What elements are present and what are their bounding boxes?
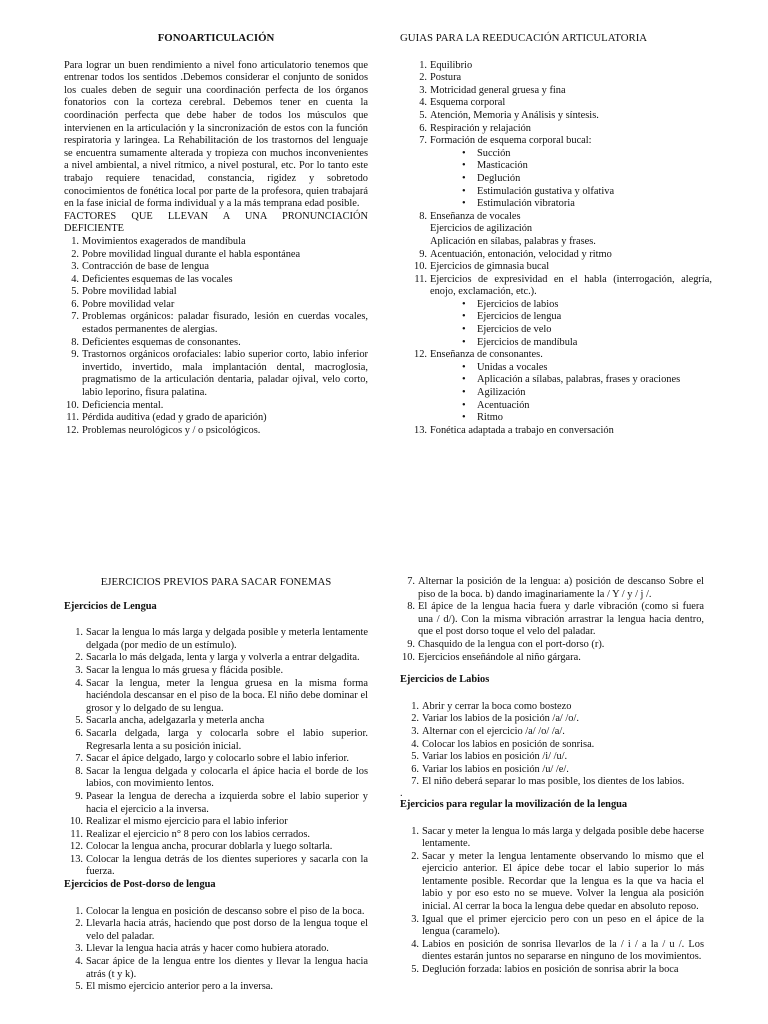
list-number: 5. <box>71 286 79 298</box>
list-number: 4. <box>411 938 419 950</box>
list-item <box>404 776 704 789</box>
list-number: 8. <box>75 765 83 777</box>
list-number: 7. <box>407 576 415 587</box>
list-number: 7. <box>411 776 419 788</box>
list-number: 12. <box>66 424 79 436</box>
list-text: Variar los labios en posición /i/ /u/. <box>422 751 568 763</box>
list-text: Pasear la lengua de derecha a izquierda sobre el labio superior y hacia el ejercicio a la inversa. <box>86 790 368 815</box>
list-text: Variar los labios en posición /u/ /e/. <box>422 763 569 775</box>
list-text: Colocar la lengua ancha, procurar doblarla y luego soltarla. <box>86 841 333 853</box>
list-number: 1. <box>75 627 83 639</box>
list-item <box>400 576 704 601</box>
list-item <box>64 249 368 262</box>
list-item: 10. Ejercicios de gimnasia bucal <box>414 261 550 273</box>
bullet-item: • Ejercicios de lengua <box>462 311 712 324</box>
section-title: FONOARTICULACIÓN <box>157 32 275 44</box>
list-item <box>404 826 704 851</box>
bullet-item: • Estimulación vibratoria <box>462 198 712 211</box>
list-item <box>68 829 368 842</box>
list-item <box>68 627 368 652</box>
intro-paragraph: Para lograr un buen rendimiento a nivel fono articulatorio tenemos que entrenar todos los sentidos .Debemos considerar el conjunto de sonidos los cuales deben de seguir una coordinación perfecta de los órganos fonatorios con la corteza cerebral. Debemos tener en cuenta la coordinación perfecta que debe haber de todos los músculos que intervienen en la articulación y la sincronización de estos con la función respiratoria y laringea. La Rehabilitación de los trastornos del lenguaje se encuentra sumamente alterada y tropieza con muchos inconvenientes a nivel ambiental, a nivel rítmico, a nivel postural, etc. Por lo tanto este trabajo requiere tenacidad, constancia, rigidez y sobretodo conocimientos de fonética local por parte de la profesora, quien trabajará en la fase inicial de forma individual y a la más temprana edad posible. <box>64 59 368 210</box>
list-item <box>64 337 368 350</box>
list-text: Sacar la lengua lo más larga y delgada posible y meterla lentamente delgada (por medio de un estímulo). <box>86 627 368 651</box>
list-text: Alternar con el ejercicio /a/ /o/ /a/. <box>422 725 565 737</box>
list-text: Sacar la lengua lo más gruesa y flácida posible. <box>86 664 284 676</box>
bullet-item: • Deglución <box>462 173 712 186</box>
list-item <box>68 956 368 981</box>
list-number: 3. <box>411 725 419 737</box>
list-item <box>68 918 368 943</box>
list-text: Pobre movilidad labial <box>82 286 177 298</box>
list-item <box>400 652 704 665</box>
bullet-item: • Aplicación a sílabas, palabras, frases y oraciones <box>462 374 712 387</box>
list-text: Igual que el primer ejercicio pero con un peso en el ápice de la lengua (caramelo). <box>422 913 704 938</box>
list-item: 3. Motricidad general gruesa y fina <box>419 84 566 96</box>
lengua-list-continued <box>400 576 704 664</box>
list-item <box>68 943 368 956</box>
list-item: 13. Fonética adaptada a trabajo en conversación <box>414 424 614 436</box>
list-item <box>404 739 704 752</box>
bullet-item: • Estimulación gustativa y olfativa <box>462 186 712 199</box>
list-number: 7. <box>75 753 83 765</box>
list-text: Contracción de base de lengua <box>82 261 209 273</box>
lengua-heading: Ejercicios de Lengua <box>64 600 157 612</box>
list-item <box>68 906 368 919</box>
fonoarticulacion-section <box>64 32 368 437</box>
list-text: Labios en posición de sonrisa llevarlos de la / i / a la / u /. Los dientes estarán juntos no separarse en ninguno de los movimientos. <box>422 938 704 963</box>
regular-list <box>400 826 704 977</box>
list-item: 6. Respiración y relajación <box>419 122 531 134</box>
bullet-item: • Succión <box>462 148 712 161</box>
list-number: 2. <box>411 713 419 725</box>
bullet-item: • Ritmo <box>462 412 712 425</box>
list-text: Colocar la lengua detrás de los dientes superiores y sacarla con la fuerza. <box>86 853 368 878</box>
factores-heading-cont: DEFICIENTE <box>64 223 125 235</box>
list-number: 1. <box>75 905 83 917</box>
list-item <box>404 764 704 777</box>
bullet-item: • Agilización <box>462 387 712 400</box>
list-item <box>404 701 704 714</box>
list-item <box>64 274 368 287</box>
list-text: Deficiencia mental. <box>82 399 164 411</box>
list-text: Problemas orgánicos: paladar fisurado, lesión en cuerdas vocales, estados permanentes de alergias. <box>82 311 368 336</box>
list-number: 4. <box>75 677 83 689</box>
bullet-item: • Ejercicios de velo <box>462 324 712 337</box>
guias-list <box>400 60 712 438</box>
list-item <box>404 851 704 914</box>
list-text: Sacar ápice de la lengua entre los dientes y llevar la lengua hacia atrás (t y k). <box>86 956 368 980</box>
list-number: 9. <box>75 790 83 802</box>
list-number: 4. <box>71 273 79 285</box>
bullet-item: • Acentuación <box>462 400 712 413</box>
list-text: Sacarla lo más delgada, lenta y larga y volverla a entrar delgadita. <box>86 652 360 664</box>
list-number: 1. <box>411 700 419 712</box>
list-number: 5. <box>411 751 419 763</box>
list-text: Sacarla delgada, larga y colocarla sobre el labio superior. Regresarla lenta a su posición inicial. <box>86 727 368 752</box>
list-item <box>404 751 704 764</box>
list-item <box>68 715 368 728</box>
list-text: Deficientes esquemas de consonantes. <box>82 336 241 348</box>
list-number: 10. <box>402 651 415 663</box>
list-number: 8. <box>407 601 415 613</box>
list-number: 6. <box>75 727 83 739</box>
list-number: 2. <box>75 652 83 664</box>
list-text: Llevar la lengua hacia atrás y hacer como hubiera atorado. <box>86 943 329 955</box>
list-item <box>68 753 368 766</box>
list-item <box>404 964 704 977</box>
list-item <box>404 713 704 726</box>
list-item <box>68 816 368 829</box>
list-item <box>68 766 368 791</box>
list-text: Deglución forzada: labios en posición de sonrisa abrir la boca <box>422 964 679 976</box>
list-item: 11. Ejercicios de expresividad en el habla (interrogación, alegría, enojo, exclamación, etc.). • Ejercicios de labios • Ejercicios de lengua • Ejercicios de velo • Ejercicios de mandíbula <box>412 274 712 350</box>
list-item: 2. Postura <box>419 72 462 84</box>
bullet-list <box>430 362 712 425</box>
list-number: 12. <box>70 841 83 853</box>
bullet-item: • Ejercicios de mandíbula <box>462 337 712 350</box>
list-number: 5. <box>75 715 83 727</box>
list-text: Colocar la lengua en posición de descanso sobre el piso de la boca. <box>86 905 365 917</box>
list-text: Llevarla hacia atrás, haciendo que post dorso de la lengua toque el velo del paladar. <box>86 918 368 942</box>
guias-section <box>400 32 712 437</box>
post-dorso-list <box>64 906 368 994</box>
bullet-list <box>430 148 712 211</box>
bullet-item: • Masticación <box>462 160 712 173</box>
list-item: 8. Enseñanza de vocales Ejercicios de agilización Aplicación en sílabas, palabras y frases. <box>419 210 596 247</box>
list-item <box>64 261 368 274</box>
list-text: Sacarla ancha, adelgazarla y meterla ancha <box>86 715 265 727</box>
list-text: Pérdida auditiva (edad y grado de aparición) <box>82 412 267 424</box>
list-item <box>68 981 368 994</box>
list-item: 5. Atención, Memoria y Análisis y síntesis. <box>419 109 599 121</box>
list-text: Sacar y meter la lengua lo más larga y delgada posible debe hacerse lentamente. <box>422 825 704 850</box>
separator-dot: . <box>400 787 403 799</box>
list-item <box>64 425 368 438</box>
list-text: El niño deberá separar lo mas posible, los dientes de los labios. <box>422 776 685 788</box>
list-number: 11. <box>70 828 83 840</box>
ejercicios-cont-section <box>400 576 704 977</box>
list-number: 2. <box>411 850 419 862</box>
list-number: 11. <box>66 412 79 424</box>
list-item <box>64 412 368 425</box>
post-dorso-heading: Ejercicios de Post-dorso de lengua <box>64 879 216 891</box>
list-number: 3. <box>75 943 83 955</box>
list-text: Sacar el ápice delgado, largo y colocarlo sobre el labio inferior. <box>86 753 349 765</box>
regular-heading: Ejercicios para regular la movilización de la lengua <box>400 798 628 810</box>
list-text: Realizar el ejercicio n° 8 pero con los labios cerrados. <box>86 828 310 840</box>
list-item <box>64 311 368 336</box>
list-text: Movimientos exagerados de mandíbula <box>82 235 246 247</box>
list-number: 5. <box>411 964 419 976</box>
list-number: 6. <box>71 298 79 310</box>
list-text: Trastornos orgánicos orofaciales: labio superior corto, labio inferior invertido, invertido, mala implantación dental, macroglosia, pragmatismo de la articulación dentaria, paladar ojival, velo corto, labio leporino, fisura palatina. <box>82 349 368 399</box>
list-text: Sacar la lengua delgada y colocarla el ápice hacia el borde de los labios, con movimiento lentos. <box>86 765 368 790</box>
list-number: 3. <box>75 664 83 676</box>
list-item: 9. Acentuación, entonación, velocidad y ritmo <box>419 248 612 260</box>
bullet-list <box>430 299 712 349</box>
list-item <box>68 791 368 816</box>
ejercicios-section <box>64 576 368 994</box>
list-item <box>64 400 368 413</box>
list-number: 4. <box>75 956 83 968</box>
list-text: Abrir y cerrar la boca como bostezo <box>422 700 572 712</box>
list-text: Pobre movilidad velar <box>82 298 175 310</box>
list-text: Pobre movilidad lingual durante el habla espontánea <box>82 248 301 260</box>
list-item: 4. Esquema corporal <box>419 97 506 109</box>
list-item: 12. Enseñanza de consonantes. • Unidas a vocales • Aplicación a sílabas, palabras, frases y oraciones • Agilización • Acentuación • Ritmo <box>412 349 712 425</box>
list-number: 9. <box>407 638 415 650</box>
factores-heading: FACTORES QUE LLEVAN A UNA PRONUNCIACIÓN <box>64 210 368 222</box>
list-item <box>400 639 704 652</box>
list-number: 3. <box>71 261 79 273</box>
list-text: El mismo ejercicio anterior pero a la inversa. <box>86 981 273 993</box>
list-item <box>404 939 704 964</box>
list-text: Ejercicios enseñándole al niño gárgara. <box>418 651 581 663</box>
list-text: Colocar los labios en posición de sonrisa. <box>422 738 595 750</box>
list-text: Sacar y meter la lengua lentamente observando lo mismo que el ejercicio anterior. El ápice debe tocar el labio superior lo más lentamente posible. Recordar que la lengua es la que va hacia el labio y por eso esto no se mueve. Volver la lengua ala posición inicial. Al cerrar la boca la lengua debe quedar en absoluto reposo. <box>422 850 704 913</box>
section-title: GUIAS PARA LA REEDUCACIÓN ARTICULATORIA <box>400 32 648 44</box>
labios-heading: Ejercicios de Labios <box>400 674 490 686</box>
list-item <box>64 236 368 249</box>
list-item <box>68 678 368 716</box>
list-item <box>68 841 368 854</box>
list-item: 1. Equilibrio <box>419 59 473 71</box>
list-item <box>68 665 368 678</box>
list-item <box>68 854 368 879</box>
list-text: Alternar la posición de la lengua: a) posición de descanso Sobre el piso de la boca. b) dando imaginariamente la / Y / y / j /. <box>418 576 704 600</box>
list-text: Deficientes esquemas de las vocales <box>82 273 233 285</box>
list-text: Chasquido de la lengua con el port-dorso (r). <box>418 638 605 650</box>
list-item: 7. Formación de esquema corporal bucal: • Succión • Masticación • Deglución • Estimulación gustativa y olfativa • Estimulación vibratoria <box>412 135 712 211</box>
list-text: Realizar el mismo ejercicio para el labio inferior <box>86 816 288 828</box>
list-item <box>64 286 368 299</box>
list-number: 1. <box>411 825 419 837</box>
labios-list <box>400 701 704 789</box>
list-number: 2. <box>75 918 83 930</box>
list-number: 6. <box>411 763 419 775</box>
section-title: EJERCICIOS PREVIOS PARA SACAR FONEMAS <box>100 576 332 588</box>
lengua-list <box>64 627 368 879</box>
list-number: 5. <box>75 981 83 993</box>
list-number: 8. <box>71 336 79 348</box>
list-text: Variar los labios de la posición /a/ /o/. <box>422 713 579 725</box>
bullet-item: • Unidas a vocales <box>462 362 712 375</box>
list-item <box>68 652 368 665</box>
list-number: 1. <box>71 235 79 247</box>
list-number: 10. <box>66 399 79 411</box>
bullet-item: • Ejercicios de labios <box>462 299 712 312</box>
list-item <box>400 601 704 639</box>
list-item <box>404 914 704 939</box>
list-text: El ápice de la lengua hacia fuera y darle vibración (como si fuera una / d/). Con la misma vibración arrastrar la lengua hacia dentro, que el post dorso toque el velo del paladar. <box>418 601 704 638</box>
factores-list <box>64 236 368 438</box>
list-item <box>64 349 368 399</box>
list-item <box>404 726 704 739</box>
list-item <box>64 299 368 312</box>
list-number: 10. <box>70 816 83 828</box>
list-text: Sacar la lengua, meter la lengua gruesa en la misma forma haciéndola descansar en el piso de la boca. El niño debe dominar el grosor y lo delgado de su lengua. <box>86 677 368 714</box>
list-number: 4. <box>411 738 419 750</box>
list-item <box>68 728 368 753</box>
list-number: 3. <box>411 913 419 925</box>
list-text: Problemas neurológicos y / o psicológicos. <box>82 424 261 436</box>
list-number: 9. <box>71 349 79 361</box>
list-number: 13. <box>70 853 83 865</box>
list-number: 7. <box>71 311 79 323</box>
list-number: 2. <box>71 248 79 260</box>
